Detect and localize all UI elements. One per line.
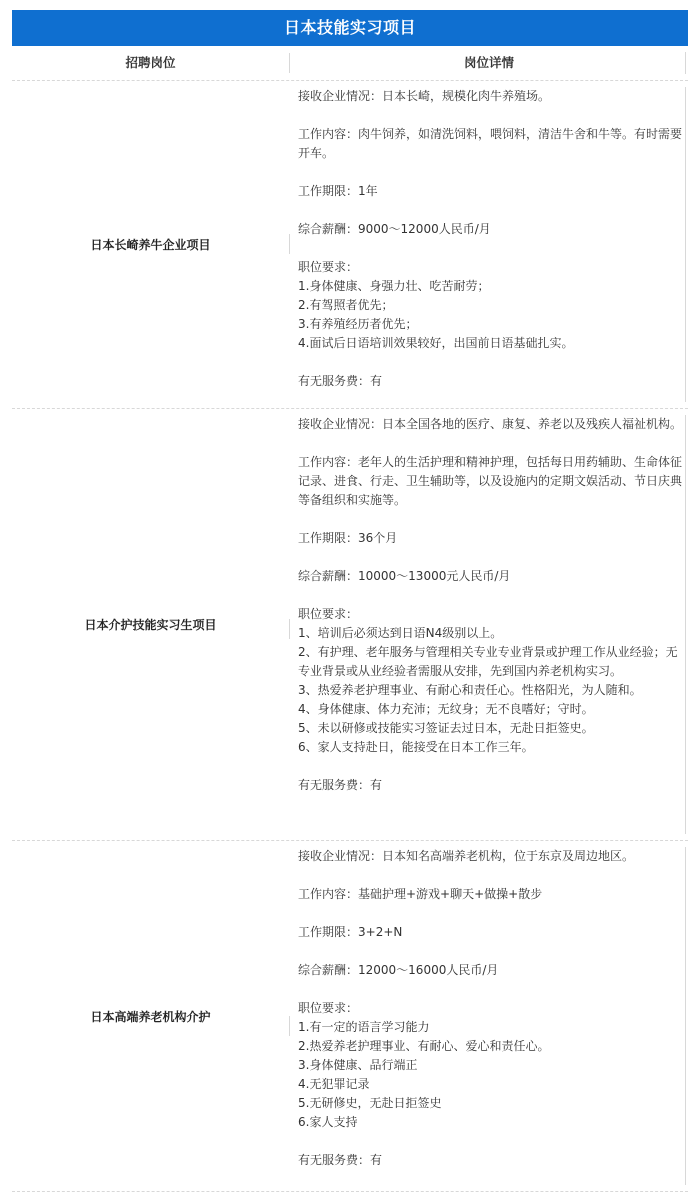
work-period: 工作期限：3+2+N — [298, 925, 403, 939]
table-header-row — [12, 46, 688, 81]
cell-divider — [289, 619, 290, 639]
requirement-item: 3、热爱养老护理事业、有耐心和责任心。性格阳光，为人随和。 — [298, 683, 642, 697]
service-fee: 有无服务费：有 — [298, 1153, 383, 1167]
requirement-item: 4.面试后日语培训效果较好，出国前日语基础扎实。 — [298, 336, 574, 350]
table-title: 日本技能实习项目 — [12, 10, 688, 46]
table-row — [12, 841, 688, 1192]
cell-divider — [289, 234, 290, 254]
requirement-item: 3.有养殖经历者优先； — [298, 317, 418, 331]
requirement-item: 2.热爱养老护理事业、有耐心、爱心和责任心。 — [298, 1039, 550, 1053]
header-position-column: 招聘岗位 — [125, 55, 176, 70]
header-detail-column: 岗位详情 — [463, 55, 514, 70]
requirement-item: 5、未以研修或技能实习签证去过日本，无赴日拒签史。 — [298, 721, 594, 735]
work-content: 工作内容：肉牛饲养，如清洗饲料，喂饲料，清洁牛舍和牛等。有时需要开车。 — [298, 127, 683, 160]
row-right-edge — [685, 415, 686, 834]
row-right-edge — [685, 847, 686, 1185]
requirements — [298, 605, 682, 757]
requirement-item: 6、家人支持赴日，能接受在日本工作三年。 — [298, 740, 534, 754]
work-content: 工作内容：基础护理+游戏+聊天+做操+散步 — [298, 887, 543, 901]
requirement-item: 2.有驾照者优先； — [298, 298, 394, 312]
position-details — [298, 81, 688, 405]
requirements-title: 职位要求： — [298, 260, 359, 274]
company-info: 接收企业情况：日本全国各地的医疗、康复、养老以及残疾人福祉机构。 — [298, 417, 683, 431]
position-name: 日本长崎养牛企业项目 — [90, 238, 211, 252]
table-row — [12, 81, 688, 409]
salary: 综合薪酬：10000～13000元人民币/月 — [298, 569, 511, 583]
position-name: 日本介护技能实习生项目 — [84, 618, 217, 632]
position-name: 日本高端养老机构介护 — [90, 1009, 211, 1024]
table-row — [12, 409, 688, 841]
requirement-item: 3.身体健康、品行端正 — [298, 1058, 418, 1072]
work-period: 工作期限：36个月 — [298, 531, 398, 545]
row-right-edge — [685, 87, 686, 402]
service-fee: 有无服务费：有 — [298, 778, 383, 792]
work-content: 工作内容：老年人的生活护理和精神护理，包括每日用药辅助、生命体征记录、进食、行走、卫生辅助等，以及设施内的定期文娱活动、节日庆典等备组织和实施等。 — [298, 455, 683, 507]
service-fee: 有无服务费：有 — [298, 374, 383, 388]
company-info: 接收企业情况：日本知名高端养老机构，位于东京及周边地区。 — [298, 849, 635, 863]
requirement-item: 5.无研修史，无赴日拒签史 — [298, 1096, 442, 1110]
requirements — [298, 258, 682, 353]
requirement-item: 2、有护理、老年服务与管理相关专业专业背景或护理工作从业经验；无专业背景或从业经验者需服从安排，先到国内养老机构实习。 — [298, 645, 678, 678]
work-period: 工作期限：1年 — [298, 184, 378, 198]
requirement-item: 1.有一定的语言学习能力 — [298, 1020, 430, 1034]
position-details — [298, 841, 688, 1184]
position-details — [298, 409, 688, 809]
requirements-title: 职位要求： — [298, 1001, 359, 1015]
requirements — [298, 999, 682, 1132]
salary: 综合薪酬：9000～12000人民币/月 — [298, 222, 491, 236]
salary: 综合薪酬：12000～16000人民币/月 — [298, 963, 499, 977]
company-info: 接收企业情况：日本长崎，规模化肉牛养殖场。 — [298, 89, 551, 103]
requirement-item: 4、身体健康、体力充沛；无纹身；无不良嗜好；守时。 — [298, 702, 594, 716]
cell-divider — [289, 1016, 290, 1036]
requirement-item: 1.身体健康、身强力壮、吃苦耐劳； — [298, 279, 490, 293]
requirements-title: 职位要求： — [298, 607, 359, 621]
header-right-edge — [685, 52, 686, 74]
job-table — [12, 10, 688, 1192]
requirement-item: 4.无犯罪记录 — [298, 1077, 370, 1091]
requirement-item: 1、培训后必须达到日语N4级别以上。 — [298, 626, 503, 640]
requirement-item: 6.家人支持 — [298, 1115, 358, 1129]
